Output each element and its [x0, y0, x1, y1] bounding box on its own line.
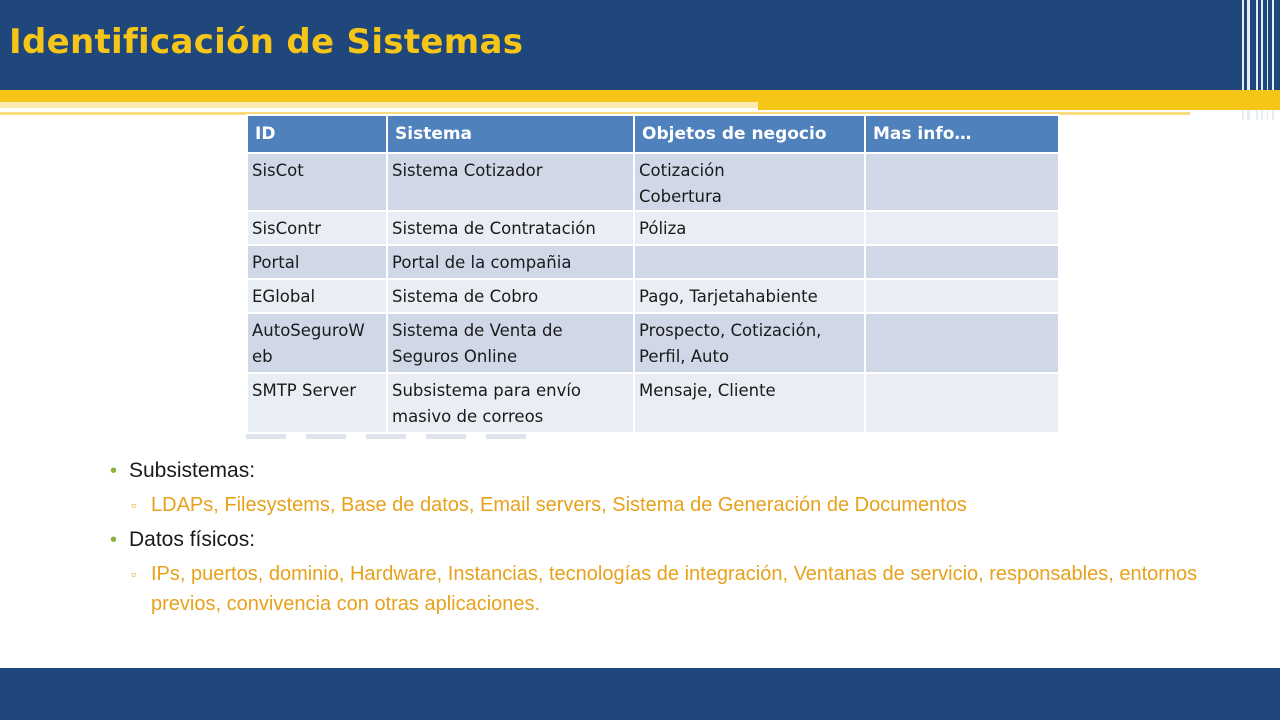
table-cell: Mensaje, Cliente	[634, 373, 865, 433]
bullet-dot-icon: •	[110, 460, 118, 482]
bullet-item	[110, 525, 1250, 555]
table-row	[247, 279, 1059, 313]
table-cell: Sistema Cotizador	[387, 153, 634, 211]
table-cell: Sistema de Venta de Seguros Online	[387, 313, 634, 373]
sub-bullet-text: LDAPs, Filesystems, Base de datos, Email servers, Sistema de Generación de Documentos	[151, 494, 967, 516]
pale-band	[0, 102, 758, 108]
table-row	[247, 373, 1059, 433]
table-row	[247, 153, 1059, 211]
bullet-text: Datos físicos:	[129, 528, 256, 551]
table-cell: SMTP Server	[247, 373, 387, 433]
table-cell	[865, 313, 1059, 373]
table-cell: Prospecto, Cotización, Perfil, Auto	[634, 313, 865, 373]
table-header-row	[247, 115, 1059, 153]
table-cell: Sistema de Contratación	[387, 211, 634, 245]
table-row	[247, 313, 1059, 373]
table-cell: Portal	[247, 245, 387, 279]
table-cell: AutoSeguroW eb	[247, 313, 387, 373]
slide-header	[0, 0, 1280, 90]
table-cell: Póliza	[634, 211, 865, 245]
gold-band	[0, 90, 1280, 102]
table-header-cell: Sistema	[387, 115, 634, 153]
bullet-text: Subsistemas:	[129, 459, 256, 482]
bullet-item	[110, 456, 1250, 486]
table-cell: SisCot	[247, 153, 387, 211]
table-cell	[865, 373, 1059, 433]
table-cell	[634, 245, 865, 279]
table-cell: Sistema de Cobro	[387, 279, 634, 313]
sub-bullet-item	[110, 490, 1250, 520]
table-cell: SisContr	[247, 211, 387, 245]
table-cell	[865, 245, 1059, 279]
table-cell: EGlobal	[247, 279, 387, 313]
table-row	[247, 211, 1059, 245]
slide-title: Identificación de Sistemas	[9, 22, 524, 62]
table-header-cell: Objetos de negocio	[634, 115, 865, 153]
table-image-edge	[246, 434, 546, 439]
systems-table-image	[246, 114, 1058, 439]
table-cell: Subsistema para envío masivo de correos	[387, 373, 634, 433]
gold-band-right	[758, 102, 1280, 110]
table-cell: Portal de la compañia	[387, 245, 634, 279]
systems-table	[246, 114, 1060, 434]
bullet-dot-icon: •	[110, 529, 118, 551]
table-row	[247, 245, 1059, 279]
table-cell	[865, 279, 1059, 313]
square-bullet-icon: ▫	[131, 566, 136, 582]
sub-bullet-item	[110, 559, 1250, 619]
table-cell: Cotización Cobertura	[634, 153, 865, 211]
table-header-cell: ID	[247, 115, 387, 153]
slide-footer	[0, 668, 1280, 720]
table-cell	[865, 211, 1059, 245]
table-header-cell: Mas info…	[865, 115, 1059, 153]
bullet-list	[110, 456, 1250, 624]
table-cell	[865, 153, 1059, 211]
sub-bullet-text: IPs, puertos, dominio, Hardware, Instancias, tecnologías de integración, Ventanas de servicio, responsables, entornos previos, convivencia con otras aplicaciones.	[151, 563, 1198, 615]
square-bullet-icon: ▫	[131, 497, 136, 513]
table-cell: Pago, Tarjetahabiente	[634, 279, 865, 313]
